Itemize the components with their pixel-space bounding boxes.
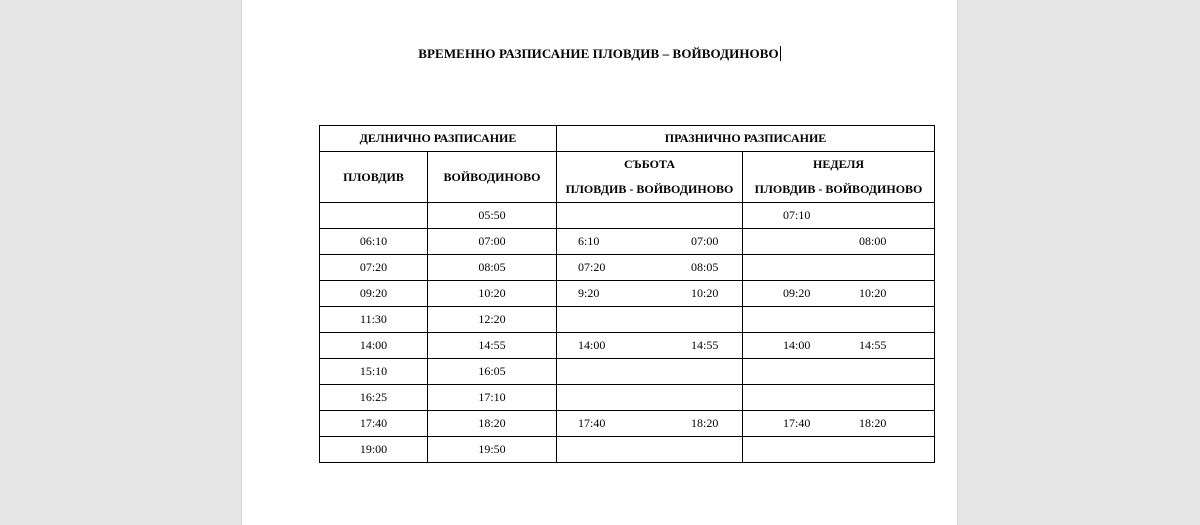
sunday-plovdiv-time: 14:00 [783, 338, 811, 352]
sunday-column-header [743, 152, 935, 203]
sunday-cell [743, 385, 935, 411]
weekday-voyvodinovo-cell: 08:05 [428, 255, 557, 281]
table-row [320, 203, 935, 229]
saturday-route-label: ПЛОВДИВ - ВОЙВОДИНОВО [565, 182, 734, 196]
table-row [320, 229, 935, 255]
header-row-2 [320, 152, 935, 203]
weekday-voyvodinovo-cell: 10:20 [428, 281, 557, 307]
weekday-plovdiv-cell: 09:20 [320, 281, 428, 307]
sunday-voyvodinovo-time: 10:20 [859, 286, 887, 300]
text-cursor [780, 46, 781, 61]
weekday-voyvodinovo-cell: 07:00 [428, 229, 557, 255]
table-row [320, 359, 935, 385]
document-title[interactable] [242, 46, 957, 62]
weekday-plovdiv-cell: 16:25 [320, 385, 428, 411]
weekday-plovdiv-cell: 19:00 [320, 437, 428, 463]
saturday-voyvodinovo-time: 07:00 [691, 234, 719, 248]
saturday-voyvodinovo-time: 08:05 [691, 260, 719, 274]
saturday-cell [557, 385, 743, 411]
saturday-plovdiv-time: 14:00 [578, 338, 606, 352]
weekday-schedule-header: ДЕЛНИЧНО РАЗПИСАНИЕ [320, 126, 557, 152]
weekday-plovdiv-cell: 14:00 [320, 333, 428, 359]
sunday-cell [743, 255, 935, 281]
saturday-plovdiv-time: 17:40 [578, 416, 606, 430]
weekday-plovdiv-cell: 11:30 [320, 307, 428, 333]
weekday-voyvodinovo-cell: 16:05 [428, 359, 557, 385]
saturday-cell [557, 307, 743, 333]
document-title-text: ВРЕМЕННО РАЗПИСАНИЕ ПЛОВДИВ – ВОЙВОДИНОВО [418, 46, 779, 61]
sunday-cell [743, 281, 935, 307]
sunday-plovdiv-time: 09:20 [783, 286, 811, 300]
saturday-cell [557, 229, 743, 255]
plovdiv-header-label: ПЛОВДИВ [343, 169, 404, 184]
table-row [320, 333, 935, 359]
weekday-plovdiv-cell [320, 203, 428, 229]
sunday-cell [743, 307, 935, 333]
sunday-cell [743, 203, 935, 229]
voyvodinovo-column-header [428, 152, 557, 203]
sunday-voyvodinovo-time: 18:20 [859, 416, 887, 430]
header-row-1 [320, 126, 935, 152]
saturday-voyvodinovo-time: 10:20 [691, 286, 719, 300]
sunday-voyvodinovo-time: 08:00 [859, 234, 887, 248]
sunday-cell [743, 359, 935, 385]
saturday-cell [557, 281, 743, 307]
holiday-schedule-header: ПРАЗНИЧНО РАЗПИСАНИЕ [557, 126, 935, 152]
saturday-plovdiv-time: 07:20 [578, 260, 606, 274]
plovdiv-column-header [320, 152, 428, 203]
sunday-cell [743, 229, 935, 255]
weekday-voyvodinovo-cell: 12:20 [428, 307, 557, 333]
weekday-voyvodinovo-cell: 19:50 [428, 437, 557, 463]
saturday-plovdiv-time: 9:20 [578, 286, 600, 300]
saturday-cell [557, 411, 743, 437]
saturday-cell [557, 203, 743, 229]
sunday-label: НЕДЕЛЯ [813, 157, 865, 171]
saturday-label: СЪБОТА [624, 157, 675, 171]
saturday-cell [557, 333, 743, 359]
weekday-voyvodinovo-cell: 18:20 [428, 411, 557, 437]
sunday-cell [743, 411, 935, 437]
saturday-cell [557, 359, 743, 385]
table-row [320, 255, 935, 281]
voyvodinovo-header-label: ВОЙВОДИНОВО [443, 169, 541, 184]
saturday-voyvodinovo-time: 14:55 [691, 338, 719, 352]
document-page[interactable] [241, 0, 958, 525]
table-row [320, 385, 935, 411]
sunday-voyvodinovo-time: 14:55 [859, 338, 887, 352]
weekday-voyvodinovo-cell: 17:10 [428, 385, 557, 411]
sunday-cell [743, 333, 935, 359]
table-row [320, 281, 935, 307]
weekday-plovdiv-cell: 06:10 [320, 229, 428, 255]
saturday-cell [557, 437, 743, 463]
saturday-column-header [557, 152, 743, 203]
table-row [320, 437, 935, 463]
sunday-plovdiv-time: 07:10 [783, 208, 811, 222]
sunday-route-label: ПЛОВДИВ - ВОЙВОДИНОВО [754, 182, 923, 196]
weekday-voyvodinovo-cell: 14:55 [428, 333, 557, 359]
weekday-plovdiv-cell: 07:20 [320, 255, 428, 281]
saturday-plovdiv-time: 6:10 [578, 234, 600, 248]
schedule-table [319, 125, 935, 463]
sunday-plovdiv-time: 17:40 [783, 416, 811, 430]
saturday-cell [557, 255, 743, 281]
table-row [320, 411, 935, 437]
weekday-voyvodinovo-cell: 05:50 [428, 203, 557, 229]
table-row [320, 307, 935, 333]
weekday-plovdiv-cell: 17:40 [320, 411, 428, 437]
sunday-cell [743, 437, 935, 463]
weekday-plovdiv-cell: 15:10 [320, 359, 428, 385]
saturday-voyvodinovo-time: 18:20 [691, 416, 719, 430]
